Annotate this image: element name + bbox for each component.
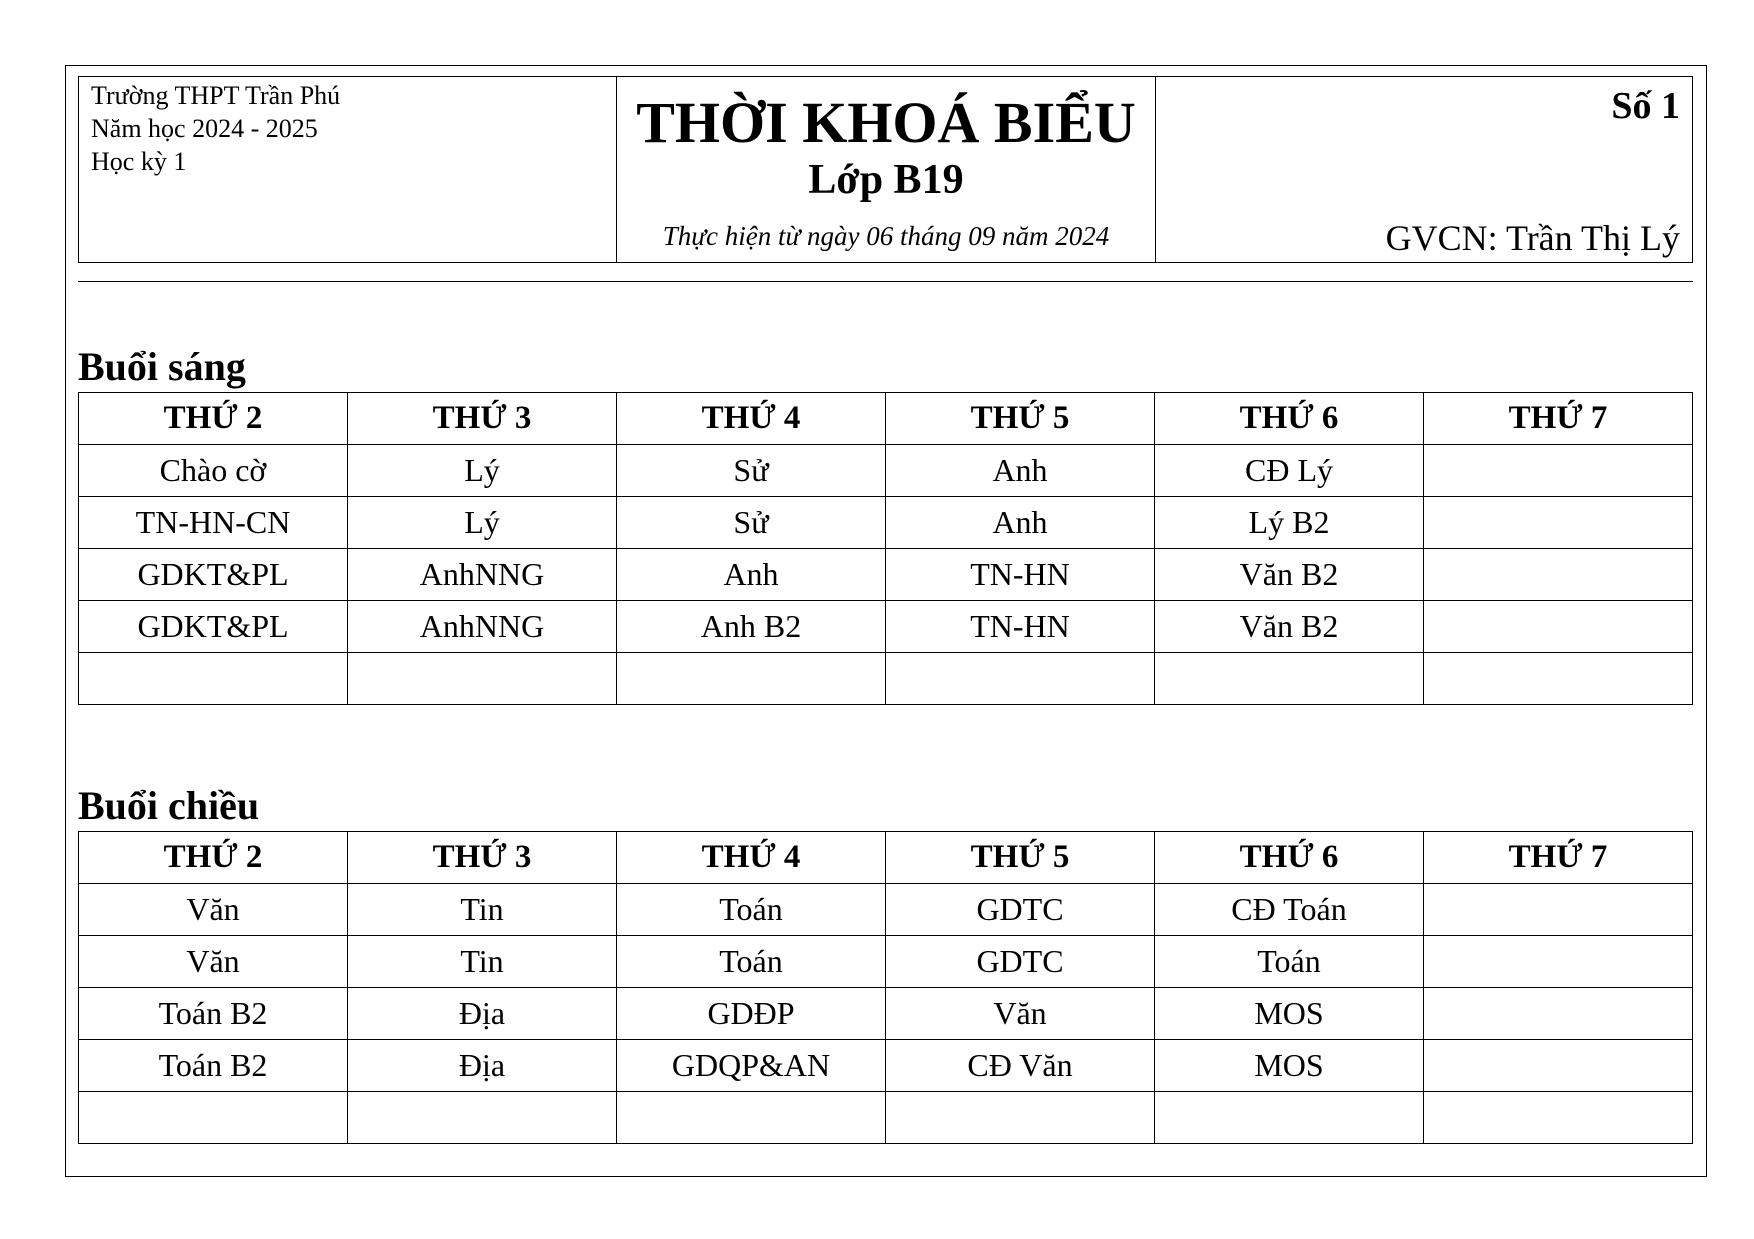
table-cell: Anh B2: [617, 601, 886, 653]
morning-title: Buổi sáng: [78, 344, 246, 389]
semester: Học kỳ 1: [91, 147, 187, 176]
table-cell: Toán: [617, 936, 886, 988]
table-cell: [1155, 653, 1424, 705]
day-header: THỨ 7: [1424, 393, 1693, 445]
table-cell: Chào cờ: [79, 445, 348, 497]
table-cell: [617, 1092, 886, 1144]
effective-date: Thực hiện từ ngày 06 tháng 09 năm 2024: [662, 221, 1110, 251]
table-cell: Sử: [617, 497, 886, 549]
table-cell: [1424, 497, 1693, 549]
table-cell: Văn: [79, 884, 348, 936]
table-cell: Anh: [886, 445, 1155, 497]
table-cell: Lý B2: [1155, 497, 1424, 549]
table-cell: Địa: [348, 1040, 617, 1092]
table-cell: [617, 653, 886, 705]
table-cell: [79, 653, 348, 705]
table-cell: Lý: [348, 445, 617, 497]
table-cell: [1424, 1040, 1693, 1092]
table-cell: [1424, 445, 1693, 497]
table-row: [79, 497, 1693, 549]
table-cell: [1424, 884, 1693, 936]
day-header: THỨ 7: [1424, 832, 1693, 884]
table-row: [79, 936, 1693, 988]
table-cell: Văn: [79, 936, 348, 988]
table-cell: [348, 653, 617, 705]
sheet-info: [1156, 77, 1692, 262]
table-cell: [886, 653, 1155, 705]
day-header: THỨ 3: [348, 393, 617, 445]
class-name: Lớp B19: [808, 157, 964, 203]
table-cell: [1424, 549, 1693, 601]
day-header: THỨ 4: [617, 832, 886, 884]
table-cell: TN-HN-CN: [79, 497, 348, 549]
table-cell: GDKT&PL: [79, 549, 348, 601]
table-cell: [348, 1092, 617, 1144]
day-header: THỨ 2: [79, 832, 348, 884]
table-cell: Sử: [617, 445, 886, 497]
table-header-row: [79, 393, 1693, 445]
homeroom-teacher: GVCN: Trần Thị Lý: [1385, 218, 1680, 258]
day-header: THỨ 6: [1155, 832, 1424, 884]
table-cell: CĐ Lý: [1155, 445, 1424, 497]
table-cell: [1424, 601, 1693, 653]
table-cell: [1424, 653, 1693, 705]
table-header-row: [79, 832, 1693, 884]
table-cell: CĐ Toán: [1155, 884, 1424, 936]
day-header: THỨ 4: [617, 393, 886, 445]
page-title: THỜI KHOÁ BIỂU: [636, 90, 1136, 155]
table-cell: CĐ Văn: [886, 1040, 1155, 1092]
day-header: THỨ 2: [79, 393, 348, 445]
table-cell: GDTC: [886, 884, 1155, 936]
table-cell: Tin: [348, 936, 617, 988]
table-row: [79, 988, 1693, 1040]
afternoon-title: Buổi chiều: [78, 783, 260, 828]
table-row: [79, 601, 1693, 653]
table-cell: Anh: [617, 549, 886, 601]
table-row: [79, 1092, 1693, 1144]
title-block: [617, 77, 1156, 262]
table-cell: Văn: [886, 988, 1155, 1040]
table-cell: Tin: [348, 884, 617, 936]
day-header: THỨ 5: [886, 832, 1155, 884]
table-cell: [1424, 1092, 1693, 1144]
school-year: Năm học 2024 - 2025: [91, 114, 318, 143]
day-header: THỨ 3: [348, 832, 617, 884]
table-row: [79, 884, 1693, 936]
table-cell: AnhNNG: [348, 549, 617, 601]
divider: [78, 281, 1693, 282]
table-cell: Văn B2: [1155, 601, 1424, 653]
table-cell: MOS: [1155, 988, 1424, 1040]
table-cell: Văn B2: [1155, 549, 1424, 601]
table-cell: Toán: [1155, 936, 1424, 988]
table-cell: Địa: [348, 988, 617, 1040]
table-row: [79, 445, 1693, 497]
table-cell: [1155, 1092, 1424, 1144]
table-cell: MOS: [1155, 1040, 1424, 1092]
day-header: THỨ 6: [1155, 393, 1424, 445]
morning-timetable: [78, 392, 1693, 705]
table-cell: Toán B2: [79, 1040, 348, 1092]
school-name: Trường THPT Trần Phú: [91, 81, 341, 110]
afternoon-timetable: [78, 831, 1693, 1144]
table-cell: Anh: [886, 497, 1155, 549]
sheet-number: Số 1: [1611, 85, 1680, 127]
table-cell: GDQP&AN: [617, 1040, 886, 1092]
table-row: [79, 1040, 1693, 1092]
table-cell: [79, 1092, 348, 1144]
day-header: THỨ 5: [886, 393, 1155, 445]
table-cell: GDKT&PL: [79, 601, 348, 653]
table-cell: [886, 1092, 1155, 1144]
table-cell: [1424, 988, 1693, 1040]
table-cell: GDTC: [886, 936, 1155, 988]
table-row: [79, 653, 1693, 705]
table-cell: [1424, 936, 1693, 988]
table-cell: Toán: [617, 884, 886, 936]
table-cell: GDĐP: [617, 988, 886, 1040]
table-cell: Lý: [348, 497, 617, 549]
table-row: [79, 549, 1693, 601]
header-box: [78, 76, 1693, 263]
table-cell: AnhNNG: [348, 601, 617, 653]
table-cell: Toán B2: [79, 988, 348, 1040]
school-info: [79, 77, 617, 262]
table-cell: TN-HN: [886, 549, 1155, 601]
table-cell: TN-HN: [886, 601, 1155, 653]
